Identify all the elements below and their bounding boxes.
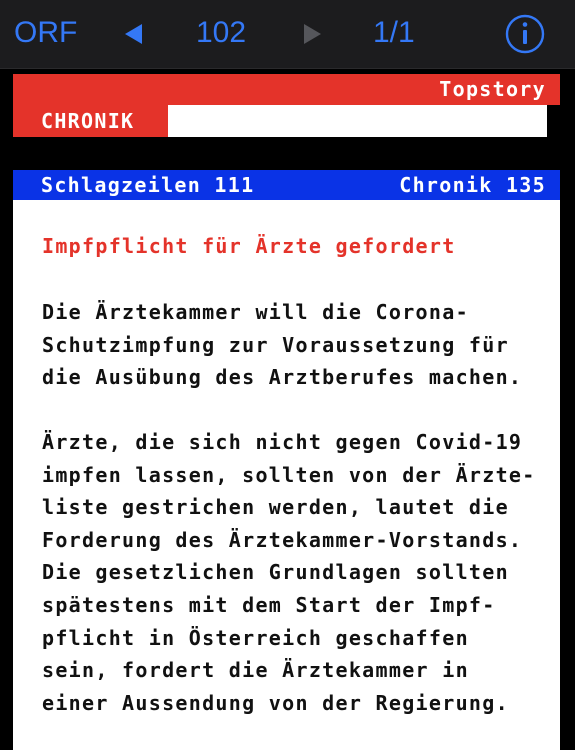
paragraph-line: liste gestrichen werden, lautet die — [42, 495, 509, 520]
paragraph-line: impfen lassen, sollten von der Ärzte- — [42, 462, 536, 487]
topstory-label: Topstory — [439, 77, 546, 101]
teletext-nav-band — [13, 170, 560, 200]
nav-link-schlagzeilen[interactable]: Schlagzeilen 111 — [41, 173, 255, 197]
nav-link-chronik[interactable]: Chronik 135 — [399, 173, 546, 197]
next-page-button[interactable] — [298, 0, 326, 68]
section-label: CHRONIK — [41, 109, 135, 133]
paragraph-line: die Ausübung des Arztberufes machen. — [42, 365, 523, 390]
previous-page-button[interactable] — [120, 0, 148, 68]
navigation-toolbar — [0, 0, 575, 69]
paragraph-line: einer Aussendung von der Regierung. — [42, 690, 509, 715]
article-paragraph-1 — [42, 296, 522, 394]
header-white-field — [168, 105, 547, 137]
article-panel — [13, 200, 560, 750]
paragraph-line: Schutzimpfung zur Voraussetzung für — [42, 332, 509, 357]
paragraph-line: Forderung des Ärztekammer-Vorstands. — [42, 527, 523, 552]
paragraph-line: Die Ärztekammer will die Corona- — [42, 300, 469, 324]
section-header — [13, 105, 168, 137]
paragraph-line: Ärzte, die sich nicht gegen Covid-19 — [42, 430, 523, 454]
info-button[interactable] — [504, 0, 546, 68]
orf-home-button[interactable]: ORF — [14, 16, 78, 49]
paragraph-line: pflicht in Österreich geschaffen — [42, 625, 469, 650]
paragraph-line: Die gesetzlichen Grundlagen sollten — [42, 560, 509, 585]
paragraph-line: spätestens mit dem Start der Impf- — [42, 592, 496, 617]
subpage-indicator[interactable]: 1/1 — [373, 16, 415, 49]
info-circle-icon — [504, 0, 546, 68]
page-number-field[interactable]: 102 — [196, 16, 247, 49]
article-headline: Impfpflicht für Ärzte gefordert — [42, 234, 456, 258]
triangle-right-icon — [298, 0, 326, 68]
paragraph-line: sein, fordert die Ärztekammer in — [42, 658, 469, 683]
topstory-header-band — [13, 74, 560, 105]
triangle-left-icon — [120, 0, 148, 68]
article-paragraph-2 — [42, 426, 536, 719]
